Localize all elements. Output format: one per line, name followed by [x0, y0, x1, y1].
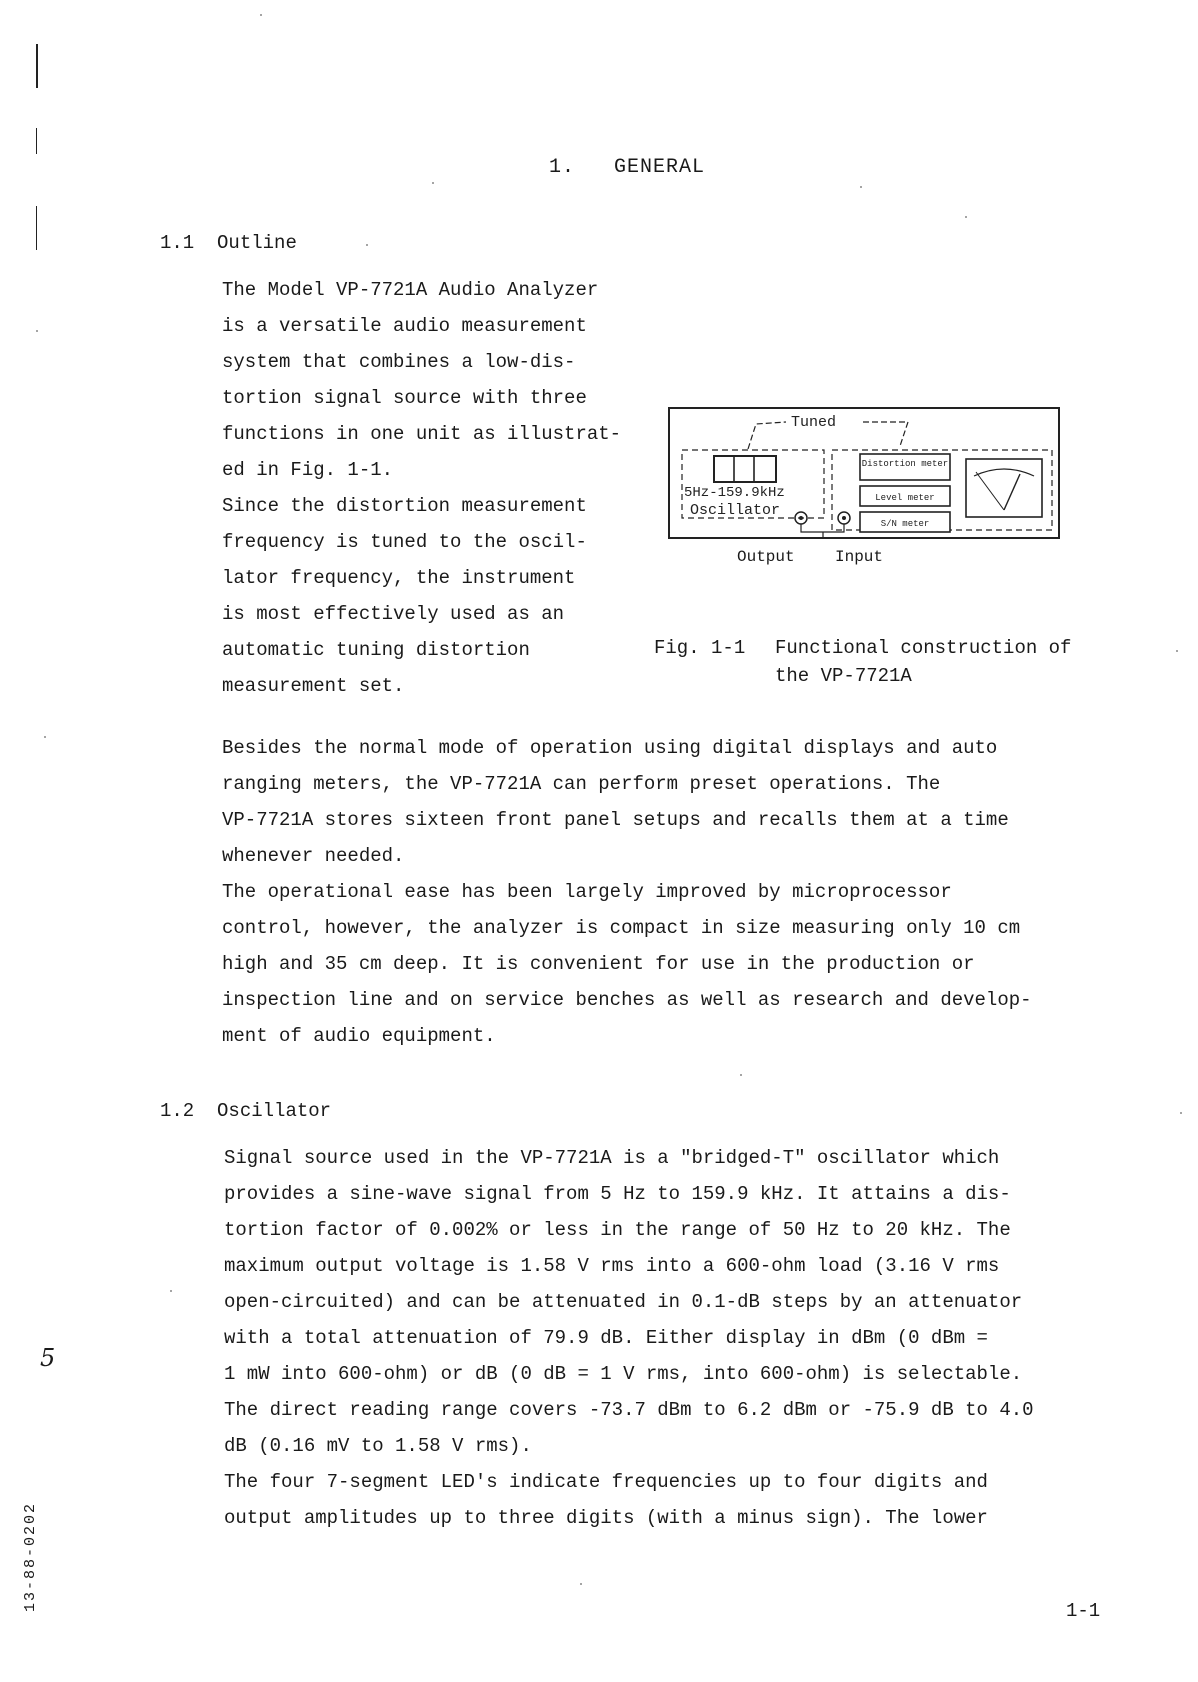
figure-caption-text — [775, 634, 1071, 690]
chapter-title: GENERAL — [614, 156, 706, 179]
outline-intro — [222, 272, 621, 704]
text-line: inspection line and on service benches as well as research and develop- — [222, 989, 1032, 1011]
text-line: tortion signal source with three — [222, 387, 587, 409]
text-line: whenever needed. — [222, 845, 405, 867]
scan-speck — [860, 186, 862, 188]
scan-speck — [432, 182, 434, 184]
scan-speck — [260, 14, 262, 16]
tuned-label: Tuned — [791, 414, 837, 431]
scan-speck — [580, 1583, 582, 1585]
scan-speck — [1176, 650, 1178, 652]
text-line: automatic tuning distortion — [222, 639, 530, 661]
text-line: system that combines a low-dis- — [222, 351, 576, 373]
margin-bar-3 — [36, 206, 37, 250]
section-title: Outline — [217, 232, 297, 254]
text-line: is a versatile audio measurement — [222, 315, 587, 337]
text-line: is most effectively used as an — [222, 603, 565, 625]
scan-speck — [170, 1290, 172, 1292]
figure-functional-diagram — [668, 404, 1060, 540]
text-line: dB (0.16 mV to 1.58 V rms). — [224, 1435, 532, 1457]
text-line: The Model VP-7721A Audio Analyzer — [222, 279, 599, 301]
section-heading-outline — [160, 232, 297, 254]
oscillator-label: Oscillator — [690, 502, 781, 519]
text-line: high and 35 cm deep. It is convenient for use in the production or — [222, 953, 975, 975]
text-line: Since the distortion measurement — [222, 495, 587, 517]
text-line: frequency is tuned to the oscil- — [222, 531, 587, 553]
text-line: VP-7721A stores sixteen front panel setups and recalls them at a time — [222, 809, 1009, 831]
page-number: 1-1 — [1066, 1600, 1101, 1622]
chapter-heading — [549, 156, 705, 179]
scan-speck — [366, 244, 368, 246]
text-line: open-circuited) and can be attenuated in 0.1-dB steps by an attenuator — [224, 1291, 1023, 1313]
text-line: 1 mW into 600-ohm) or dB (0 dB = 1 V rms, into 600-ohm) is selectable. — [224, 1363, 1023, 1385]
text-line: ed in Fig. 1-1. — [222, 459, 394, 481]
scan-speck — [965, 216, 967, 218]
text-line: tortion factor of 0.002% or less in the range of 50 Hz to 20 kHz. The — [224, 1219, 1011, 1241]
text-line: lator frequency, the instrument — [222, 567, 576, 589]
scan-speck — [1180, 1112, 1182, 1114]
section-title: Oscillator — [217, 1100, 332, 1122]
scan-speck — [44, 736, 46, 738]
margin-bar-1 — [36, 44, 38, 88]
text-line: ranging meters, the VP-7721A can perform preset operations. The — [222, 773, 941, 795]
text-line: output amplitudes up to three digits (with a minus sign). The lower — [224, 1507, 988, 1529]
text-line: control, however, the analyzer is compact in size measuring only 10 cm — [222, 917, 1021, 939]
text-line: maximum output voltage is 1.58 V rms into a 600-ohm load (3.16 V rms — [224, 1255, 1000, 1277]
section-number: 1.1 — [160, 232, 195, 254]
scan-speck — [740, 1074, 742, 1076]
text-line: Besides the normal mode of operation using digital displays and auto — [222, 737, 998, 759]
figure-caption-line: Functional construction of — [775, 637, 1072, 659]
outline-body — [222, 730, 1032, 1054]
text-line: ment of audio equipment. — [222, 1025, 496, 1047]
section-number: 1.2 — [160, 1100, 195, 1122]
figure-caption-number: Fig. 1-1 — [654, 637, 746, 659]
section-heading-oscillator — [160, 1100, 331, 1122]
oscillator-range: 5Hz-159.9kHz — [684, 485, 785, 501]
text-line: The direct reading range covers -73.7 dBm to 6.2 dBm or -75.9 dB to 4.0 — [224, 1399, 1034, 1421]
figure-caption-line: the VP-7721A — [775, 665, 912, 687]
chapter-number: 1. — [549, 156, 576, 179]
margin-handwritten-mark: 5 — [40, 1344, 56, 1372]
text-line: measurement set. — [222, 675, 405, 697]
margin-bar-2 — [36, 128, 37, 154]
oscillator-body — [224, 1140, 1034, 1536]
text-line: functions in one unit as illustrat- — [222, 423, 622, 445]
text-line: Signal source used in the VP-7721A is a "bridged-T" oscillator which — [224, 1147, 1000, 1169]
text-line: The operational ease has been largely improved by microprocessor — [222, 881, 952, 903]
figure-output-label: Output — [737, 548, 795, 566]
sn-meter-label: S/N meter — [880, 519, 930, 529]
text-line: provides a sine-wave signal from 5 Hz to 159.9 kHz. It attains a dis- — [224, 1183, 1011, 1205]
scan-speck — [36, 330, 38, 332]
margin-code: 13-88-0202 — [22, 1501, 39, 1612]
text-line: with a total attenuation of 79.9 dB. Either display in dBm (0 dBm = — [224, 1327, 988, 1349]
level-meter-label: Level meter — [875, 493, 935, 503]
figure-input-label: Input — [835, 548, 884, 566]
figure-caption — [654, 634, 745, 662]
distortion-meter-label: Distortion meter — [861, 459, 949, 469]
text-line: The four 7-segment LED's indicate frequencies up to four digits and — [224, 1471, 988, 1493]
